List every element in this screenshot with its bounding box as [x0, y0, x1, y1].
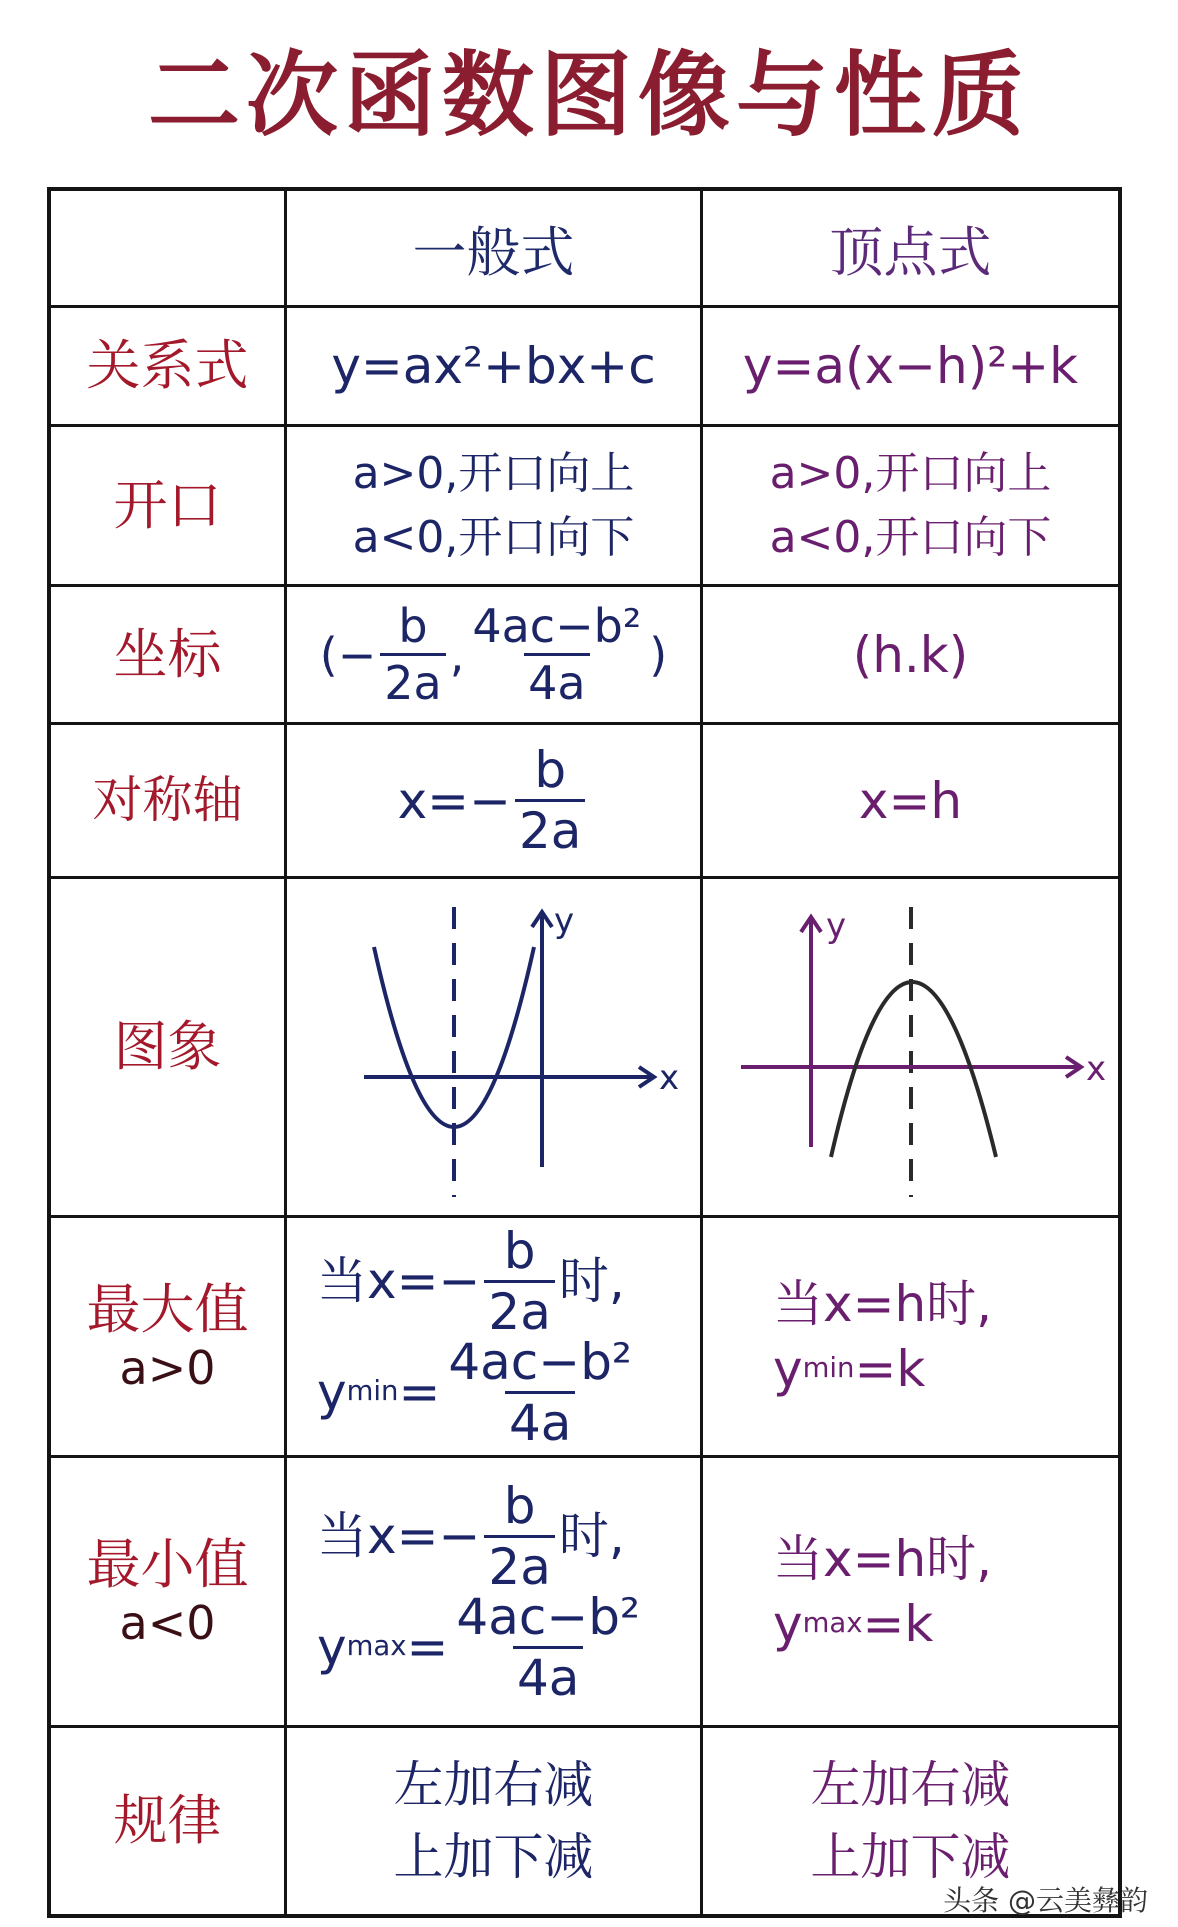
when-numerator: b: [503, 1221, 536, 1280]
row-label-opening: 开口: [51, 427, 287, 587]
value-denominator: 4a: [505, 1391, 575, 1448]
value: =k: [862, 1594, 934, 1653]
axis-fraction: [515, 741, 585, 860]
y-symbol: y: [317, 1617, 347, 1676]
parabola-curve: [831, 982, 996, 1157]
when-text: 当x=−: [317, 1251, 481, 1310]
general-opening-down: a<0,开口向下: [352, 511, 635, 563]
axis-denominator: 2a: [515, 799, 585, 856]
y-subscript: max: [802, 1607, 863, 1640]
general-max-when: [317, 1221, 625, 1341]
row-label-axis: 对称轴: [51, 725, 287, 879]
when-fraction: [484, 1221, 554, 1341]
axis-prefix: x=−: [397, 771, 511, 830]
coord-x-fraction: [380, 599, 445, 710]
y-subscript: min: [802, 1352, 855, 1385]
row-label-coordinate: 坐标: [51, 587, 287, 725]
vertex-max: [703, 1218, 1118, 1458]
row-label-rule: 规律: [51, 1728, 287, 1914]
upward-parabola-graph: [304, 887, 684, 1207]
coord-open: (−: [319, 627, 377, 682]
vertex-max-when: 当x=h时,: [773, 1274, 993, 1333]
value-fraction: [452, 1587, 644, 1707]
y-axis-label: y: [825, 906, 846, 946]
value-fraction: [444, 1332, 636, 1452]
general-max: [287, 1218, 703, 1458]
min-condition: a<0: [119, 1595, 216, 1650]
coord-x-denominator: 2a: [380, 653, 445, 706]
min-label: 最小值: [86, 1532, 249, 1596]
general-min-value: [317, 1587, 648, 1707]
vertex-axis: x=h: [703, 725, 1118, 879]
general-rule-line1: 左加右减: [393, 1755, 594, 1814]
vertex-min-when: 当x=h时,: [773, 1529, 993, 1588]
vertex-max-value: [773, 1337, 925, 1402]
when-fraction: [484, 1476, 554, 1596]
max-label: 最大值: [86, 1277, 249, 1341]
equals: =: [398, 1362, 441, 1421]
general-min-when: [317, 1476, 625, 1596]
row-label-graph: 图象: [51, 879, 287, 1218]
x-axis-label: x: [658, 1058, 679, 1098]
when-text: 当x=−: [317, 1506, 481, 1565]
coord-x-numerator: b: [398, 599, 428, 653]
quadratic-table: [47, 187, 1122, 1918]
when-suffix: 时,: [558, 1251, 625, 1310]
vertex-opening: [703, 427, 1118, 587]
when-numerator: b: [503, 1476, 536, 1535]
watermark: 头条 @云美彝韵: [943, 1884, 1148, 1917]
row-label-max: [51, 1218, 287, 1458]
axis-numerator: b: [534, 741, 567, 799]
y-symbol: y: [773, 1339, 803, 1398]
row-label-min: [51, 1458, 287, 1728]
vertex-opening-up: a>0,开口向上: [769, 447, 1052, 499]
general-graph: [287, 879, 703, 1218]
equals: =: [406, 1617, 449, 1676]
coord-close: ): [649, 627, 668, 682]
vertex-rule-line1: 左加右减: [810, 1755, 1011, 1814]
y-symbol: y: [773, 1594, 803, 1653]
general-max-value: [317, 1332, 640, 1452]
general-relation: y=ax²+bx+c: [287, 308, 703, 427]
vertex-min: [703, 1458, 1118, 1728]
general-opening: [287, 427, 703, 587]
coord-y-denominator: 4a: [524, 653, 589, 706]
vertex-rule-line2: 上加下减: [810, 1828, 1011, 1886]
value-numerator: 4ac−b²: [448, 1332, 632, 1391]
coord-separator: ,: [449, 627, 465, 682]
row-label-relation: 关系式: [51, 308, 287, 427]
when-suffix: 时,: [558, 1506, 625, 1565]
general-vertex-coordinate: [287, 587, 703, 725]
x-axis-label: x: [1085, 1049, 1106, 1089]
vertex-vertex-coordinate: (h.k): [703, 587, 1118, 725]
vertex-min-value: [773, 1592, 933, 1657]
general-min: [287, 1458, 703, 1728]
vertex-graph: [703, 879, 1118, 1218]
vertex-relation: y=a(x−h)²+k: [703, 308, 1118, 427]
value-numerator: 4ac−b²: [456, 1587, 641, 1646]
downward-parabola-graph: [711, 887, 1111, 1207]
max-condition: a>0: [119, 1340, 216, 1395]
general-axis: [287, 725, 703, 879]
when-denominator: 2a: [484, 1535, 554, 1592]
page-title: 二次函数图像与性质: [147, 42, 1030, 149]
column-header-general: 一般式: [287, 191, 703, 308]
value-denominator: 4a: [513, 1646, 583, 1703]
corner-cell: [51, 191, 287, 308]
coord-y-fraction: [468, 599, 645, 710]
vertex-opening-down: a<0,开口向下: [769, 511, 1052, 563]
general-rule-line2: 上加下减: [393, 1828, 594, 1886]
when-denominator: 2a: [484, 1280, 554, 1337]
coord-y-numerator: 4ac−b²: [472, 599, 642, 653]
y-subscript: max: [346, 1630, 407, 1663]
column-header-vertex: 顶点式: [703, 191, 1118, 308]
y-symbol: y: [317, 1362, 347, 1421]
y-subscript: min: [346, 1375, 399, 1408]
general-rule: [287, 1728, 703, 1914]
value: =k: [854, 1339, 926, 1398]
y-axis-label: y: [553, 901, 574, 941]
general-opening-up: a>0,开口向上: [352, 447, 635, 499]
